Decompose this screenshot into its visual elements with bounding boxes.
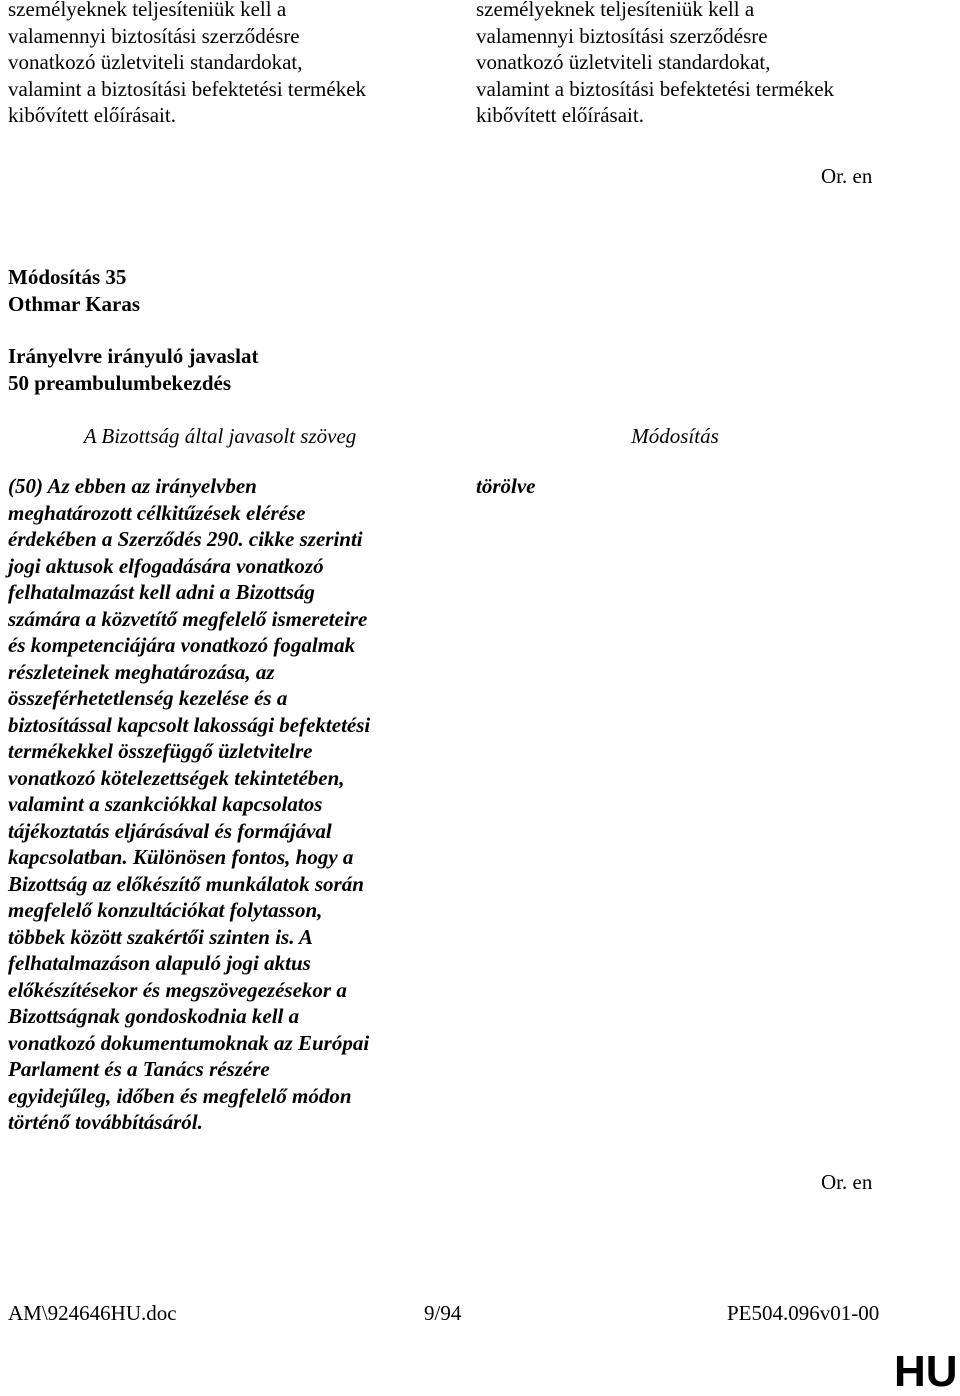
footer-page-number: 9/94 xyxy=(424,1301,462,1325)
language-code: HU xyxy=(894,1347,958,1396)
amendment-author: Othmar Karas xyxy=(8,291,141,316)
text-line: vonatkozó kötelezettségek tekintetében, xyxy=(8,765,345,790)
text-line: meghatározott célkitűzések elérése xyxy=(8,500,306,525)
top-left-text xyxy=(8,0,438,129)
text-line: összeférhetetlenség kezelése és a xyxy=(8,686,288,710)
top-right-text xyxy=(476,0,906,129)
text-line: kibővített előírásait. xyxy=(8,103,176,127)
text-line: személyeknek teljesíteniük kell a xyxy=(476,0,755,21)
amendment-number: Módosítás 35 xyxy=(8,265,127,289)
text-line: előkészítésekor és megszövegezésekor a xyxy=(8,977,347,1002)
text-line: valamennyi biztosítási szerződésre xyxy=(8,23,300,48)
original-language-note: Or. en xyxy=(821,1170,873,1194)
text-line: valamint a biztosítási befektetési termékek xyxy=(8,76,367,101)
proposal-type: Irányelvre irányuló javaslat xyxy=(8,344,259,368)
text-line: személyeknek teljesíteniük kell a xyxy=(8,0,287,21)
amendment-reference xyxy=(8,343,258,396)
text-line: Bizottságnak gondoskodnia kell a xyxy=(8,1004,300,1028)
column-header-amendment: Módosítás xyxy=(631,424,719,448)
text-line: tájékoztatás eljárásával és formájával xyxy=(8,818,332,843)
text-line: biztosítással kapcsolt lakossági befektetési xyxy=(8,712,371,737)
footer-document-ref: AM\924646HU.doc xyxy=(8,1301,177,1325)
footer-pe-number: PE504.096v01-00 xyxy=(727,1301,880,1325)
amendment-text-body: törölve xyxy=(476,474,536,498)
text-line: valamint a biztosítási befektetési termékek xyxy=(476,76,835,101)
text-line: termékekkel összefüggő üzletvitelre xyxy=(8,739,313,763)
amendment-header xyxy=(8,264,140,317)
commission-text-body xyxy=(8,473,428,1136)
text-line: kibővített előírásait. xyxy=(476,103,644,127)
text-line: többek között szakértői szinten is. A xyxy=(8,924,313,949)
text-line: részleteinek meghatározása, az xyxy=(8,659,275,684)
recital-reference: 50 preambulumbekezdés xyxy=(8,370,232,395)
text-line: számára a közvetítő megfelelő ismereteire xyxy=(8,606,368,631)
text-line: Parlament és a Tanács részére xyxy=(8,1057,270,1081)
text-line: vonatkozó üzletviteli standardokat, xyxy=(8,50,303,74)
text-line: vonatkozó üzletviteli standardokat, xyxy=(476,50,771,74)
original-language-note: Or. en xyxy=(821,164,873,188)
text-line: vonatkozó dokumentumoknak az Európai xyxy=(8,1030,370,1055)
text-line: felhatalmazást kell adni a Bizottság xyxy=(8,580,315,604)
text-line: egyidejűleg, időben és megfelelő módon xyxy=(8,1083,352,1108)
text-line: jogi aktusok elfogadására vonatkozó xyxy=(8,553,324,578)
text-line: felhatalmazáson alapuló jogi aktus xyxy=(8,951,311,975)
text-line: és kompetenciájára vonatkozó fogalmak xyxy=(8,633,356,657)
column-header-commission-text: A Bizottság által javasolt szöveg xyxy=(83,424,357,448)
text-line: valamennyi biztosítási szerződésre xyxy=(476,23,768,48)
text-line: valamint a szankciókkal kapcsolatos xyxy=(8,792,323,816)
text-line: (50) Az ebben az irányelvben xyxy=(8,474,257,498)
text-line: érdekében a Szerződés 290. cikke szerinti xyxy=(8,527,363,551)
text-line: történő továbbításáról. xyxy=(8,1110,203,1134)
text-line: kapcsolatban. Különösen fontos, hogy a xyxy=(8,845,354,869)
text-line: Bizottság az előkészítő munkálatok során xyxy=(8,871,364,896)
text-line: megfelelő konzultációkat folytasson, xyxy=(8,898,323,922)
